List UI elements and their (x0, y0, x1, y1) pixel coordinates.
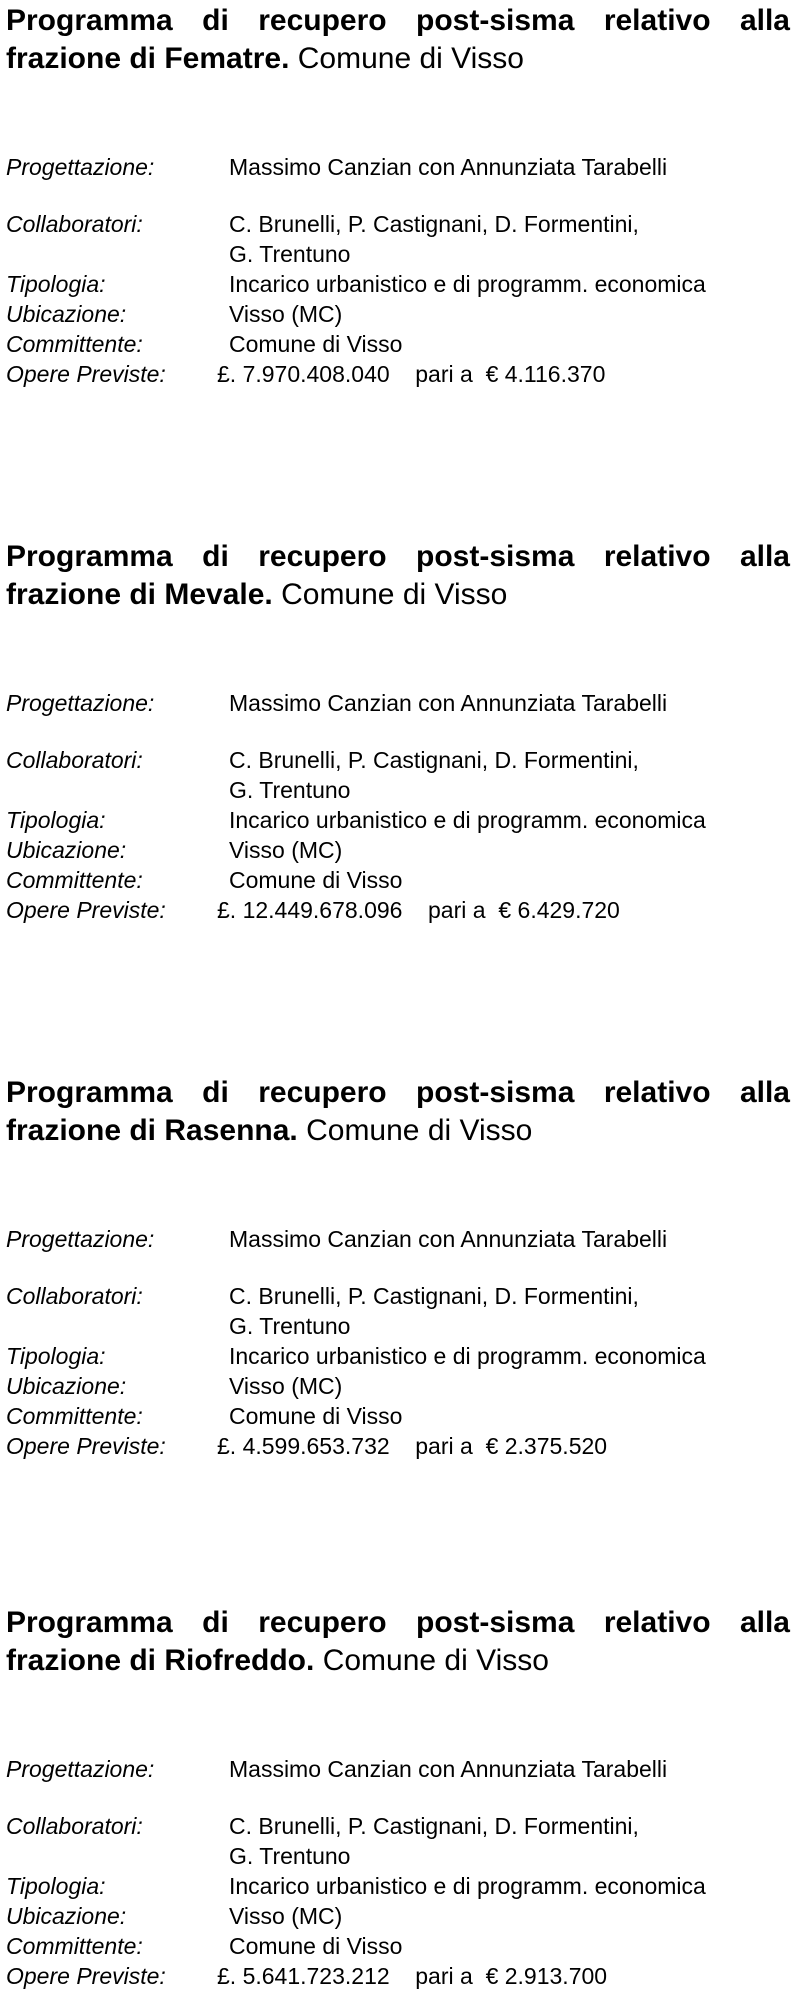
tipologia-label: Tipologia: (6, 271, 106, 297)
progettazione-value: Massimo Canzian con Annunziata Tarabelli (229, 1756, 668, 1782)
collaboratori-row (6, 745, 790, 803)
project-title (6, 2, 790, 78)
ubicazione-row (6, 835, 790, 865)
tipologia-label: Tipologia: (6, 807, 106, 833)
collaboratori-value-line2: G. Trentuno (229, 1843, 351, 1869)
project-title-bold: Programma di recupero post-sisma relativo alla frazione di Rasenna. (6, 1076, 790, 1147)
ubicazione-row (6, 1371, 790, 1401)
committente-label: Committente: (6, 1933, 143, 1959)
collaboratori-label: Collaboratori: (6, 1813, 143, 1839)
collaboratori-value-line2: G. Trentuno (229, 777, 351, 803)
opere-row (6, 895, 790, 925)
ubicazione-label: Ubicazione: (6, 837, 127, 863)
committente-value: Comune di Visso (229, 867, 403, 893)
opere-label: Opere Previste: (6, 1963, 166, 1989)
tipologia-value: Incarico urbanistico e di programm. economica (229, 1873, 706, 1899)
ubicazione-value: Visso (MC) (229, 1373, 343, 1399)
collaboratori-row (6, 1281, 790, 1339)
collaboratori-label: Collaboratori: (6, 211, 143, 237)
tipologia-row (6, 269, 790, 299)
ubicazione-value: Visso (MC) (229, 301, 343, 327)
ubicazione-label: Ubicazione: (6, 1903, 127, 1929)
committente-label: Committente: (6, 867, 143, 893)
tipologia-row (6, 1341, 790, 1371)
opere-value (217, 359, 605, 389)
progettazione-label: Progettazione: (6, 1756, 155, 1782)
collaboratori-value-line2: G. Trentuno (229, 1313, 351, 1339)
project-title (6, 1074, 790, 1150)
collaboratori-value-line1: C. Brunelli, P. Castignani, D. Formentini, (229, 1283, 639, 1309)
progettazione-value: Massimo Canzian con Annunziata Tarabelli (229, 154, 668, 180)
progettazione-label: Progettazione: (6, 154, 155, 180)
opere-label: Opere Previste: (6, 361, 166, 387)
progettazione-label: Progettazione: (6, 1226, 155, 1252)
project-entry (6, 1074, 790, 1461)
opere-euro: € 4.116.370 (485, 361, 606, 387)
collaboratori-label: Collaboratori: (6, 747, 143, 773)
progettazione-value: Massimo Canzian con Annunziata Tarabelli (229, 690, 668, 716)
collaboratori-value-line1: C. Brunelli, P. Castignani, D. Formentini, (229, 211, 639, 237)
opere-lire: £. 12.449.678.096 (217, 897, 403, 923)
tipologia-label: Tipologia: (6, 1873, 106, 1899)
opere-label: Opere Previste: (6, 897, 166, 923)
tipologia-value: Incarico urbanistico e di programm. economica (229, 807, 706, 833)
project-title-comune: Comune di Visso (306, 1114, 533, 1147)
opere-euro: € 6.429.720 (498, 897, 620, 923)
committente-row (6, 1931, 790, 1961)
opere-pari: pari a (415, 361, 473, 387)
project-title-comune: Comune di Visso (281, 578, 508, 611)
opere-row (6, 1431, 790, 1461)
collaboratori-label: Collaboratori: (6, 1283, 143, 1309)
opere-pari: pari a (415, 1433, 473, 1459)
progettazione-value: Massimo Canzian con Annunziata Tarabelli (229, 1226, 668, 1252)
progettazione-row (6, 1754, 790, 1784)
opere-label: Opere Previste: (6, 1433, 166, 1459)
opere-lire: £. 4.599.653.732 (217, 1433, 390, 1459)
committente-row (6, 865, 790, 895)
project-title (6, 538, 790, 614)
ubicazione-row (6, 1901, 790, 1931)
progettazione-row (6, 688, 790, 718)
ubicazione-value: Visso (MC) (229, 837, 343, 863)
collaboratori-value-line1: C. Brunelli, P. Castignani, D. Formentini, (229, 747, 639, 773)
tipologia-row (6, 1871, 790, 1901)
ubicazione-row (6, 299, 790, 329)
opere-lire: £. 7.970.408.040 (217, 361, 390, 387)
committente-label: Committente: (6, 331, 143, 357)
progettazione-label: Progettazione: (6, 690, 155, 716)
project-entry (6, 2, 790, 389)
opere-row (6, 1961, 790, 1991)
collaboratori-row (6, 209, 790, 267)
project-title-bold: Programma di recupero post-sisma relativo alla frazione di Riofreddo. (6, 1606, 790, 1677)
opere-euro: € 2.375.520 (485, 1433, 608, 1459)
project-title-bold: Programma di recupero post-sisma relativo alla frazione di Mevale. (6, 540, 790, 611)
project-title-bold: Programma di recupero post-sisma relativo alla frazione di Fematre. (6, 4, 790, 75)
tipologia-value: Incarico urbanistico e di programm. economica (229, 1343, 706, 1369)
project-entry (6, 538, 790, 925)
committente-row (6, 1401, 790, 1431)
tipologia-label: Tipologia: (6, 1343, 106, 1369)
committente-value: Comune di Visso (229, 331, 403, 357)
ubicazione-value: Visso (MC) (229, 1903, 343, 1929)
opere-euro: € 2.913.700 (485, 1963, 608, 1989)
committente-value: Comune di Visso (229, 1933, 403, 1959)
opere-pari: pari a (415, 1963, 473, 1989)
tipologia-value: Incarico urbanistico e di programm. economica (229, 271, 706, 297)
opere-lire: £. 5.641.723.212 (217, 1963, 390, 1989)
opere-pari: pari a (428, 897, 486, 923)
committente-label: Committente: (6, 1403, 143, 1429)
opere-value (217, 1431, 607, 1461)
opere-value (217, 895, 620, 925)
progettazione-row (6, 152, 790, 182)
opere-value (217, 1961, 607, 1991)
committente-value: Comune di Visso (229, 1403, 403, 1429)
collaboratori-value-line2: G. Trentuno (229, 241, 351, 267)
committente-row (6, 329, 790, 359)
progettazione-row (6, 1224, 790, 1254)
ubicazione-label: Ubicazione: (6, 1373, 127, 1399)
tipologia-row (6, 805, 790, 835)
ubicazione-label: Ubicazione: (6, 301, 127, 327)
collaboratori-row (6, 1811, 790, 1869)
opere-row (6, 359, 790, 389)
project-title (6, 1604, 790, 1680)
collaboratori-value-line1: C. Brunelli, P. Castignani, D. Formentini, (229, 1813, 639, 1839)
project-title-comune: Comune di Visso (297, 42, 524, 75)
project-entry (6, 1604, 790, 1991)
project-title-comune: Comune di Visso (322, 1644, 549, 1677)
